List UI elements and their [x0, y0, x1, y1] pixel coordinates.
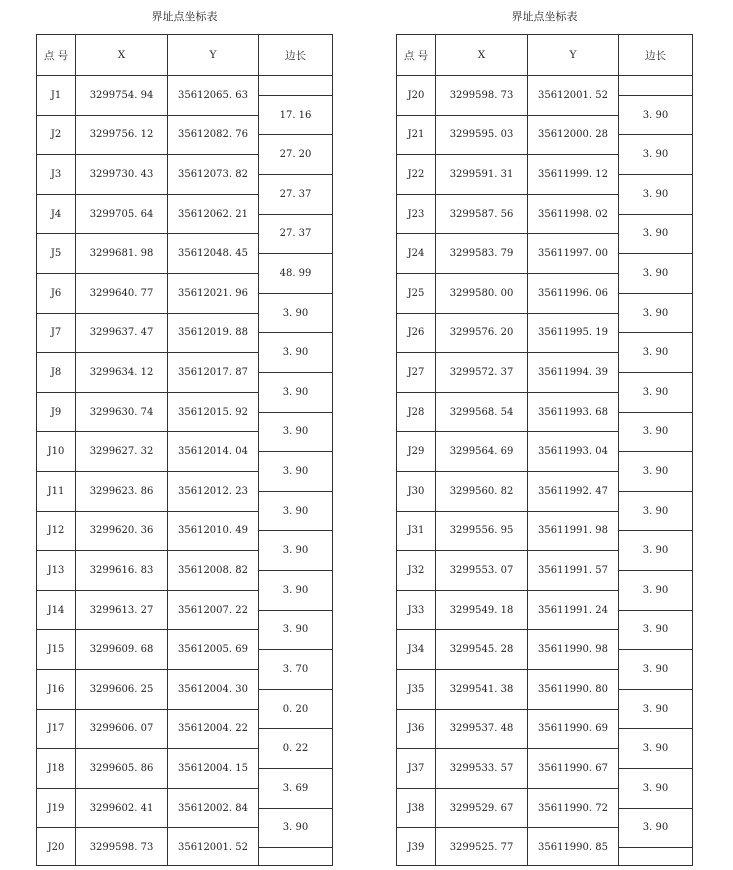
point-id-cell: J5: [37, 233, 75, 273]
point-id-cell: J11: [37, 471, 75, 511]
point-id-cell: J12: [37, 511, 75, 551]
coordinate-x-cell: 3299637. 47: [76, 313, 167, 353]
edge-spacer: [259, 847, 332, 867]
header-point-number: 点 号: [43, 49, 69, 62]
coordinate-y-cell: 35612014. 04: [168, 431, 258, 471]
coordinate-x-cell: 3299756. 12: [76, 115, 167, 155]
edge-length-cell: 17. 16: [259, 95, 332, 135]
column-edge: [258, 34, 333, 866]
edge-length-cell: 3. 90: [259, 570, 332, 610]
coordinate-y-cell: 35611995. 19: [528, 313, 618, 353]
edge-length-cell: 3. 90: [619, 134, 692, 174]
coordinate-x-cell: 3299541. 38: [436, 669, 527, 709]
edge-length-cell: 3. 90: [619, 253, 692, 293]
coordinate-x-cell: 3299627. 32: [76, 431, 167, 471]
coordinate-y-cell: 35611993. 04: [528, 431, 618, 471]
coordinate-x-cell: 3299580. 00: [436, 273, 527, 313]
edge-length-cell: 3. 69: [259, 768, 332, 808]
point-id-cell: J14: [37, 590, 75, 630]
coordinate-x-cell: 3299564. 69: [436, 431, 527, 471]
coordinate-y-cell: 35612082. 76: [168, 115, 258, 155]
point-id-cell: J9: [37, 392, 75, 432]
point-id-cell: J3: [37, 154, 75, 194]
point-id-cell: J21: [397, 115, 435, 155]
edge-length-cell: 3. 90: [259, 372, 332, 412]
coordinate-x-cell: 3299613. 27: [76, 590, 167, 630]
coordinate-y-cell: 35611997. 00: [528, 233, 618, 273]
point-id-cell: J20: [397, 75, 435, 115]
point-id-cell: J32: [397, 550, 435, 590]
edge-length-cell: 3. 90: [259, 610, 332, 650]
coordinate-y-cell: 35612019. 88: [168, 313, 258, 353]
point-id-cell: J10: [37, 431, 75, 471]
coordinate-y-cell: 35612004. 30: [168, 669, 258, 709]
point-id-cell: J24: [397, 233, 435, 273]
header-edge-length: 边长: [285, 49, 306, 62]
header-y: Y: [569, 49, 577, 61]
point-id-cell: J20: [37, 827, 75, 867]
edge-length-cell: 3. 90: [259, 808, 332, 848]
edge-spacer: [259, 75, 332, 95]
coordinate-y-cell: 35612021. 96: [168, 273, 258, 313]
edge-length-cell: 3. 90: [619, 728, 692, 768]
coordinate-y-cell: 35612015. 92: [168, 392, 258, 432]
edge-length-cell: 3. 90: [619, 610, 692, 650]
coordinate-y-cell: 35612012. 23: [168, 471, 258, 511]
coordinate-x-cell: 3299587. 56: [436, 194, 527, 234]
coordinate-y-cell: 35611999. 12: [528, 154, 618, 194]
point-id-cell: J19: [37, 788, 75, 828]
point-id-cell: J31: [397, 511, 435, 551]
point-id-cell: J39: [397, 827, 435, 867]
point-id-cell: J4: [37, 194, 75, 234]
point-id-cell: J27: [397, 352, 435, 392]
point-id-cell: J37: [397, 748, 435, 788]
coordinate-y-cell: 35611990. 72: [528, 788, 618, 828]
coordinate-x-cell: 3299640. 77: [76, 273, 167, 313]
edge-length-cell: 3. 90: [259, 491, 332, 531]
edge-length-cell: 3. 90: [619, 689, 692, 729]
coordinate-y-cell: 35611990. 67: [528, 748, 618, 788]
coordinate-y-cell: 35611991. 24: [528, 590, 618, 630]
edge-length-cell: 3. 90: [259, 412, 332, 452]
column-id: [36, 34, 76, 866]
coordinate-x-cell: 3299545. 28: [436, 629, 527, 669]
point-id-cell: J2: [37, 115, 75, 155]
edge-length-cell: 3. 90: [619, 451, 692, 491]
point-id-cell: J1: [37, 75, 75, 115]
coordinate-y-cell: 35611991. 57: [528, 550, 618, 590]
coordinate-y-cell: 35612065. 63: [168, 75, 258, 115]
column-edge: [618, 34, 693, 866]
coordinate-y-cell: 35612062. 21: [168, 194, 258, 234]
point-id-cell: J25: [397, 273, 435, 313]
coordinate-x-cell: 3299537. 48: [436, 709, 527, 749]
coordinate-x-cell: 3299568. 54: [436, 392, 527, 432]
coordinate-y-cell: 35612000. 28: [528, 115, 618, 155]
coordinate-x-cell: 3299591. 31: [436, 154, 527, 194]
coordinate-y-cell: 35612008. 82: [168, 550, 258, 590]
coordinate-x-cell: 3299598. 73: [436, 75, 527, 115]
coordinate-y-cell: 35612001. 52: [168, 827, 258, 867]
coordinate-x-cell: 3299595. 03: [436, 115, 527, 155]
header-x: X: [117, 49, 126, 61]
coordinate-x-cell: 3299533. 57: [436, 748, 527, 788]
header-x: X: [477, 49, 486, 61]
edge-length-cell: 3. 90: [619, 649, 692, 689]
coordinate-y-cell: 35611994. 39: [528, 352, 618, 392]
edge-length-cell: 3. 90: [619, 95, 692, 135]
point-id-cell: J35: [397, 669, 435, 709]
coordinate-y-cell: 35612017. 87: [168, 352, 258, 392]
coordinate-y-cell: 35611990. 98: [528, 629, 618, 669]
coordinate-x-cell: 3299620. 36: [76, 511, 167, 551]
edge-length-cell: 3. 90: [619, 293, 692, 333]
coordinate-x-cell: 3299609. 68: [76, 629, 167, 669]
coordinate-x-cell: 3299598. 73: [76, 827, 167, 867]
coordinate-x-cell: 3299623. 86: [76, 471, 167, 511]
edge-length-cell: 3. 70: [259, 649, 332, 689]
edge-length-cell: 3. 90: [259, 530, 332, 570]
point-id-cell: J18: [37, 748, 75, 788]
coordinate-y-cell: 35612004. 15: [168, 748, 258, 788]
edge-length-cell: 3. 90: [619, 174, 692, 214]
coordinate-y-cell: 35611993. 68: [528, 392, 618, 432]
edge-spacer: [619, 75, 692, 95]
column-x: [435, 34, 528, 866]
column-y: [167, 34, 259, 866]
column-id: [396, 34, 436, 866]
coordinate-x-cell: 3299730. 43: [76, 154, 167, 194]
point-id-cell: J26: [397, 313, 435, 353]
edge-length-cell: 48. 99: [259, 253, 332, 293]
coordinate-x-cell: 3299529. 67: [436, 788, 527, 828]
column-y: [527, 34, 619, 866]
point-id-cell: J16: [37, 669, 75, 709]
coordinate-x-cell: 3299630. 74: [76, 392, 167, 432]
coordinate-x-cell: 3299525. 77: [436, 827, 527, 867]
coordinate-x-cell: 3299553. 07: [436, 550, 527, 590]
edge-length-cell: 3. 90: [619, 808, 692, 848]
coordinate-y-cell: 35612004. 22: [168, 709, 258, 749]
point-id-cell: J30: [397, 471, 435, 511]
edge-length-cell: 0. 20: [259, 689, 332, 729]
edge-length-cell: 27. 20: [259, 134, 332, 174]
coordinate-y-cell: 35611996. 06: [528, 273, 618, 313]
table-title-right: 界址点坐标表: [511, 10, 578, 23]
edge-length-cell: 3. 90: [619, 214, 692, 254]
edge-length-cell: 3. 90: [619, 768, 692, 808]
coordinate-y-cell: 35612007. 22: [168, 590, 258, 630]
point-id-cell: J6: [37, 273, 75, 313]
point-id-cell: J38: [397, 788, 435, 828]
coordinate-x-cell: 3299681. 98: [76, 233, 167, 273]
edge-length-cell: 27. 37: [259, 214, 332, 254]
coordinate-x-cell: 3299549. 18: [436, 590, 527, 630]
coordinate-x-cell: 3299572. 37: [436, 352, 527, 392]
coordinate-y-cell: 35612048. 45: [168, 233, 258, 273]
edge-spacer: [619, 847, 692, 867]
edge-length-cell: 3. 90: [619, 372, 692, 412]
point-id-cell: J15: [37, 629, 75, 669]
edge-length-cell: 3. 90: [259, 332, 332, 372]
coordinate-y-cell: 35612002. 84: [168, 788, 258, 828]
coordinate-y-cell: 35611992. 47: [528, 471, 618, 511]
coordinate-x-cell: 3299606. 25: [76, 669, 167, 709]
point-id-cell: J34: [397, 629, 435, 669]
coordinate-y-cell: 35612073. 82: [168, 154, 258, 194]
edge-length-cell: 3. 90: [619, 530, 692, 570]
header-point-number: 点 号: [403, 49, 429, 62]
coordinate-y-cell: 35611998. 02: [528, 194, 618, 234]
point-id-cell: J8: [37, 352, 75, 392]
coordinate-y-cell: 35611991. 98: [528, 511, 618, 551]
coordinate-x-cell: 3299616. 83: [76, 550, 167, 590]
coordinate-x-cell: 3299705. 64: [76, 194, 167, 234]
coordinate-y-cell: 35612010. 49: [168, 511, 258, 551]
coordinate-x-cell: 3299634. 12: [76, 352, 167, 392]
table-title-left: 界址点坐标表: [151, 10, 218, 23]
coordinate-y-cell: 35611990. 80: [528, 669, 618, 709]
point-id-cell: J22: [397, 154, 435, 194]
edge-length-cell: 3. 90: [619, 412, 692, 452]
edge-length-cell: 3. 90: [619, 491, 692, 531]
coordinate-y-cell: 35612001. 52: [528, 75, 618, 115]
header-y: Y: [209, 49, 217, 61]
edge-length-cell: 27. 37: [259, 174, 332, 214]
coordinate-x-cell: 3299560. 82: [436, 471, 527, 511]
edge-length-cell: 0. 22: [259, 728, 332, 768]
header-edge-length: 边长: [645, 49, 666, 62]
coordinate-y-cell: 35611990. 85: [528, 827, 618, 867]
coordinate-y-cell: 35612005. 69: [168, 629, 258, 669]
coordinate-x-cell: 3299606. 07: [76, 709, 167, 749]
coordinate-x-cell: 3299602. 41: [76, 788, 167, 828]
point-id-cell: J17: [37, 709, 75, 749]
point-id-cell: J23: [397, 194, 435, 234]
point-id-cell: J7: [37, 313, 75, 353]
coordinate-y-cell: 35611990. 69: [528, 709, 618, 749]
coordinate-x-cell: 3299576. 20: [436, 313, 527, 353]
coordinate-x-cell: 3299556. 95: [436, 511, 527, 551]
point-id-cell: J33: [397, 590, 435, 630]
point-id-cell: J28: [397, 392, 435, 432]
edge-length-cell: 3. 90: [619, 570, 692, 610]
edge-length-cell: 3. 90: [619, 332, 692, 372]
point-id-cell: J13: [37, 550, 75, 590]
column-x: [75, 34, 168, 866]
edge-length-cell: 3. 90: [259, 451, 332, 491]
coordinate-x-cell: 3299605. 86: [76, 748, 167, 788]
edge-length-cell: 3. 90: [259, 293, 332, 333]
point-id-cell: J29: [397, 431, 435, 471]
coordinate-x-cell: 3299583. 79: [436, 233, 527, 273]
point-id-cell: J36: [397, 709, 435, 749]
coordinate-x-cell: 3299754. 94: [76, 75, 167, 115]
